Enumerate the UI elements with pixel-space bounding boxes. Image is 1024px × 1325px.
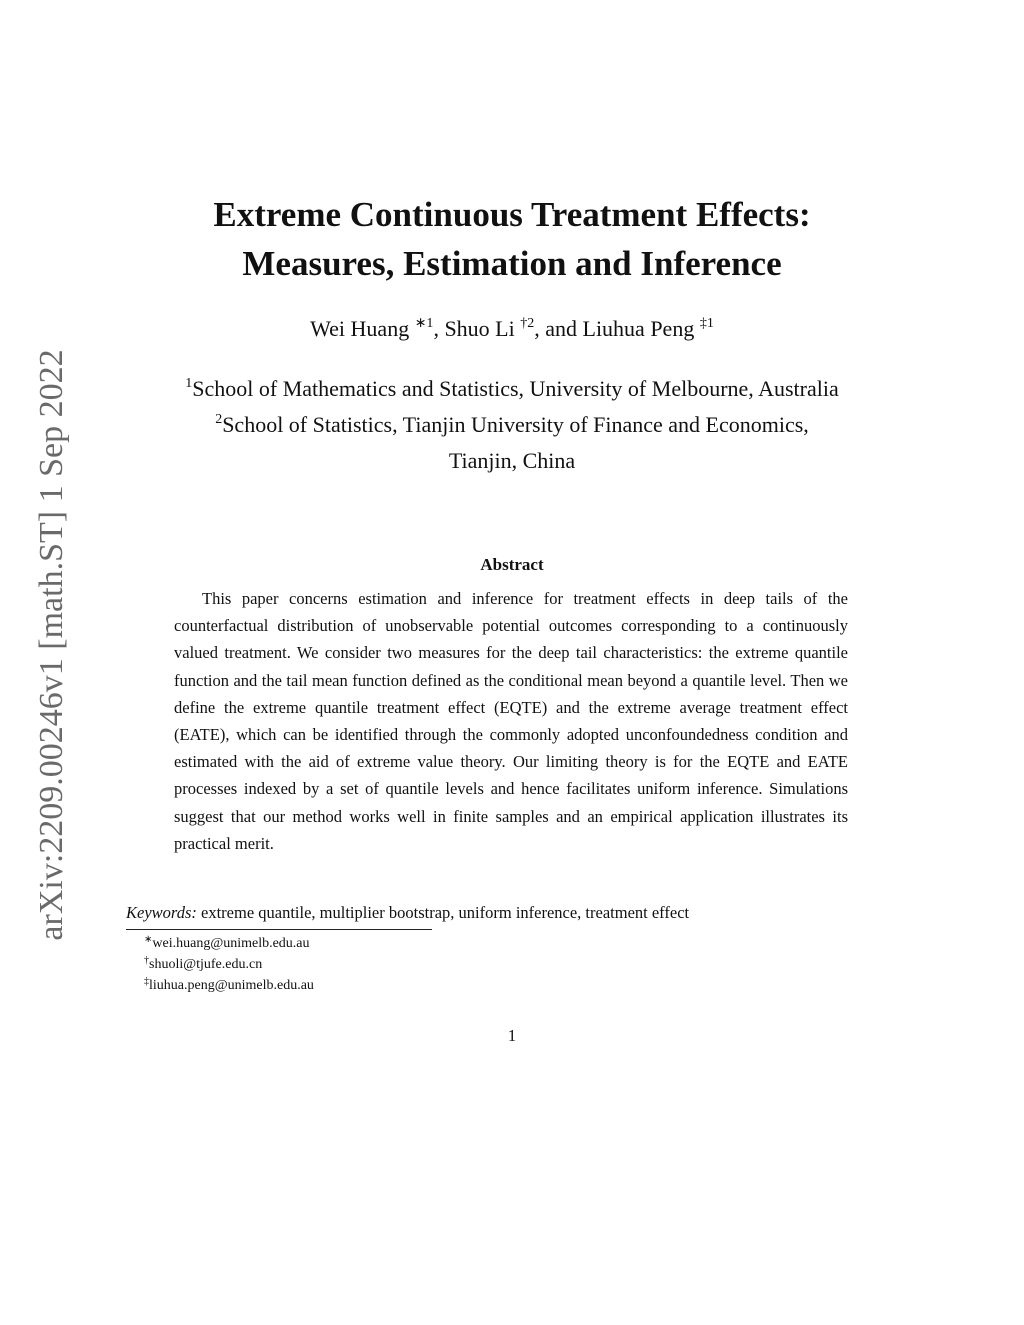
- page-number: 1: [507, 1026, 517, 1045]
- affiliation-mark: 1: [185, 376, 193, 391]
- abstract-body: This paper concerns estimation and inference for treatment effects in deep tails of the counterfactual distribution of unobservable potential outcomes corresponding to a continuously valued treatment. We consider two measures for the deep tail characteristics: the extreme quantile function and the tail mean function defined as the conditional mean beyond a quantile level. Then we define the extreme quantile treatment effect (EQTE) and the extreme average treatment effect (EATE), which can be identified through the commonly adopted unconfoundedness condition and estimated with the aid of extreme value theory. Our limiting theory is for the EQTE and EATE processes indexed by a set of quantile levels and hence facilitates uniform inference. Simulations suggest that our method works well in finite samples and an empirical application illustrates its practical merit.: [174, 589, 848, 853]
- affiliation-mark: 2: [215, 412, 223, 427]
- footnote-mark: †: [144, 955, 149, 966]
- keywords-label: Keywords:: [126, 903, 197, 922]
- footnote-item: [144, 954, 314, 975]
- title-line-2: Measures, Estimation and Inference: [242, 244, 782, 283]
- footnote-item: [144, 975, 314, 996]
- affiliation-text: School of Mathematics and Statistics, University of Melbourne, Australia: [192, 376, 839, 401]
- footnote-email: liuhua.peng@unimelb.edu.au: [149, 978, 314, 993]
- paper-title: [0, 190, 1024, 288]
- author-separator: , and: [534, 316, 583, 341]
- footnote-list: [144, 933, 314, 996]
- author-affiliation-mark: ∗1: [414, 316, 434, 331]
- author-list: [0, 314, 1024, 344]
- author-affiliation-mark: ‡1: [699, 316, 714, 331]
- footnote-rule: [126, 929, 432, 930]
- author-separator: ,: [433, 316, 445, 341]
- author-affiliation-mark: †2: [520, 316, 535, 331]
- footnote-email: shuoli@tjufe.edu.cn: [149, 957, 263, 972]
- affiliation-line: [0, 407, 1024, 443]
- keywords-line: [126, 900, 866, 926]
- abstract-heading: Abstract: [480, 555, 544, 574]
- arxiv-sidebar-stamp: arXiv:2209.00246v1 [math.ST] 1 Sep 2022: [33, 349, 70, 941]
- footnote-item: [144, 933, 314, 954]
- affiliation-text: Tianjin, China: [448, 448, 576, 473]
- title-line-1: Extreme Continuous Treatment Effects:: [213, 195, 811, 234]
- affiliation-line: [0, 371, 1024, 407]
- affiliation-list: [0, 371, 1024, 479]
- affiliation-text: School of Statistics, Tianjin University of Finance and Economics,: [222, 412, 809, 437]
- author-name: Shuo Li: [444, 316, 515, 341]
- author-name: Wei Huang: [310, 316, 410, 341]
- footnote-email: wei.huang@unimelb.edu.au: [152, 936, 310, 951]
- affiliation-line: [0, 443, 1024, 479]
- author-name: Liuhua Peng: [582, 316, 695, 341]
- keywords-text: extreme quantile, multiplier bootstrap, uniform inference, treatment effect: [201, 903, 690, 922]
- footnote-mark: ∗: [144, 934, 153, 945]
- footnote-mark: ‡: [144, 976, 149, 987]
